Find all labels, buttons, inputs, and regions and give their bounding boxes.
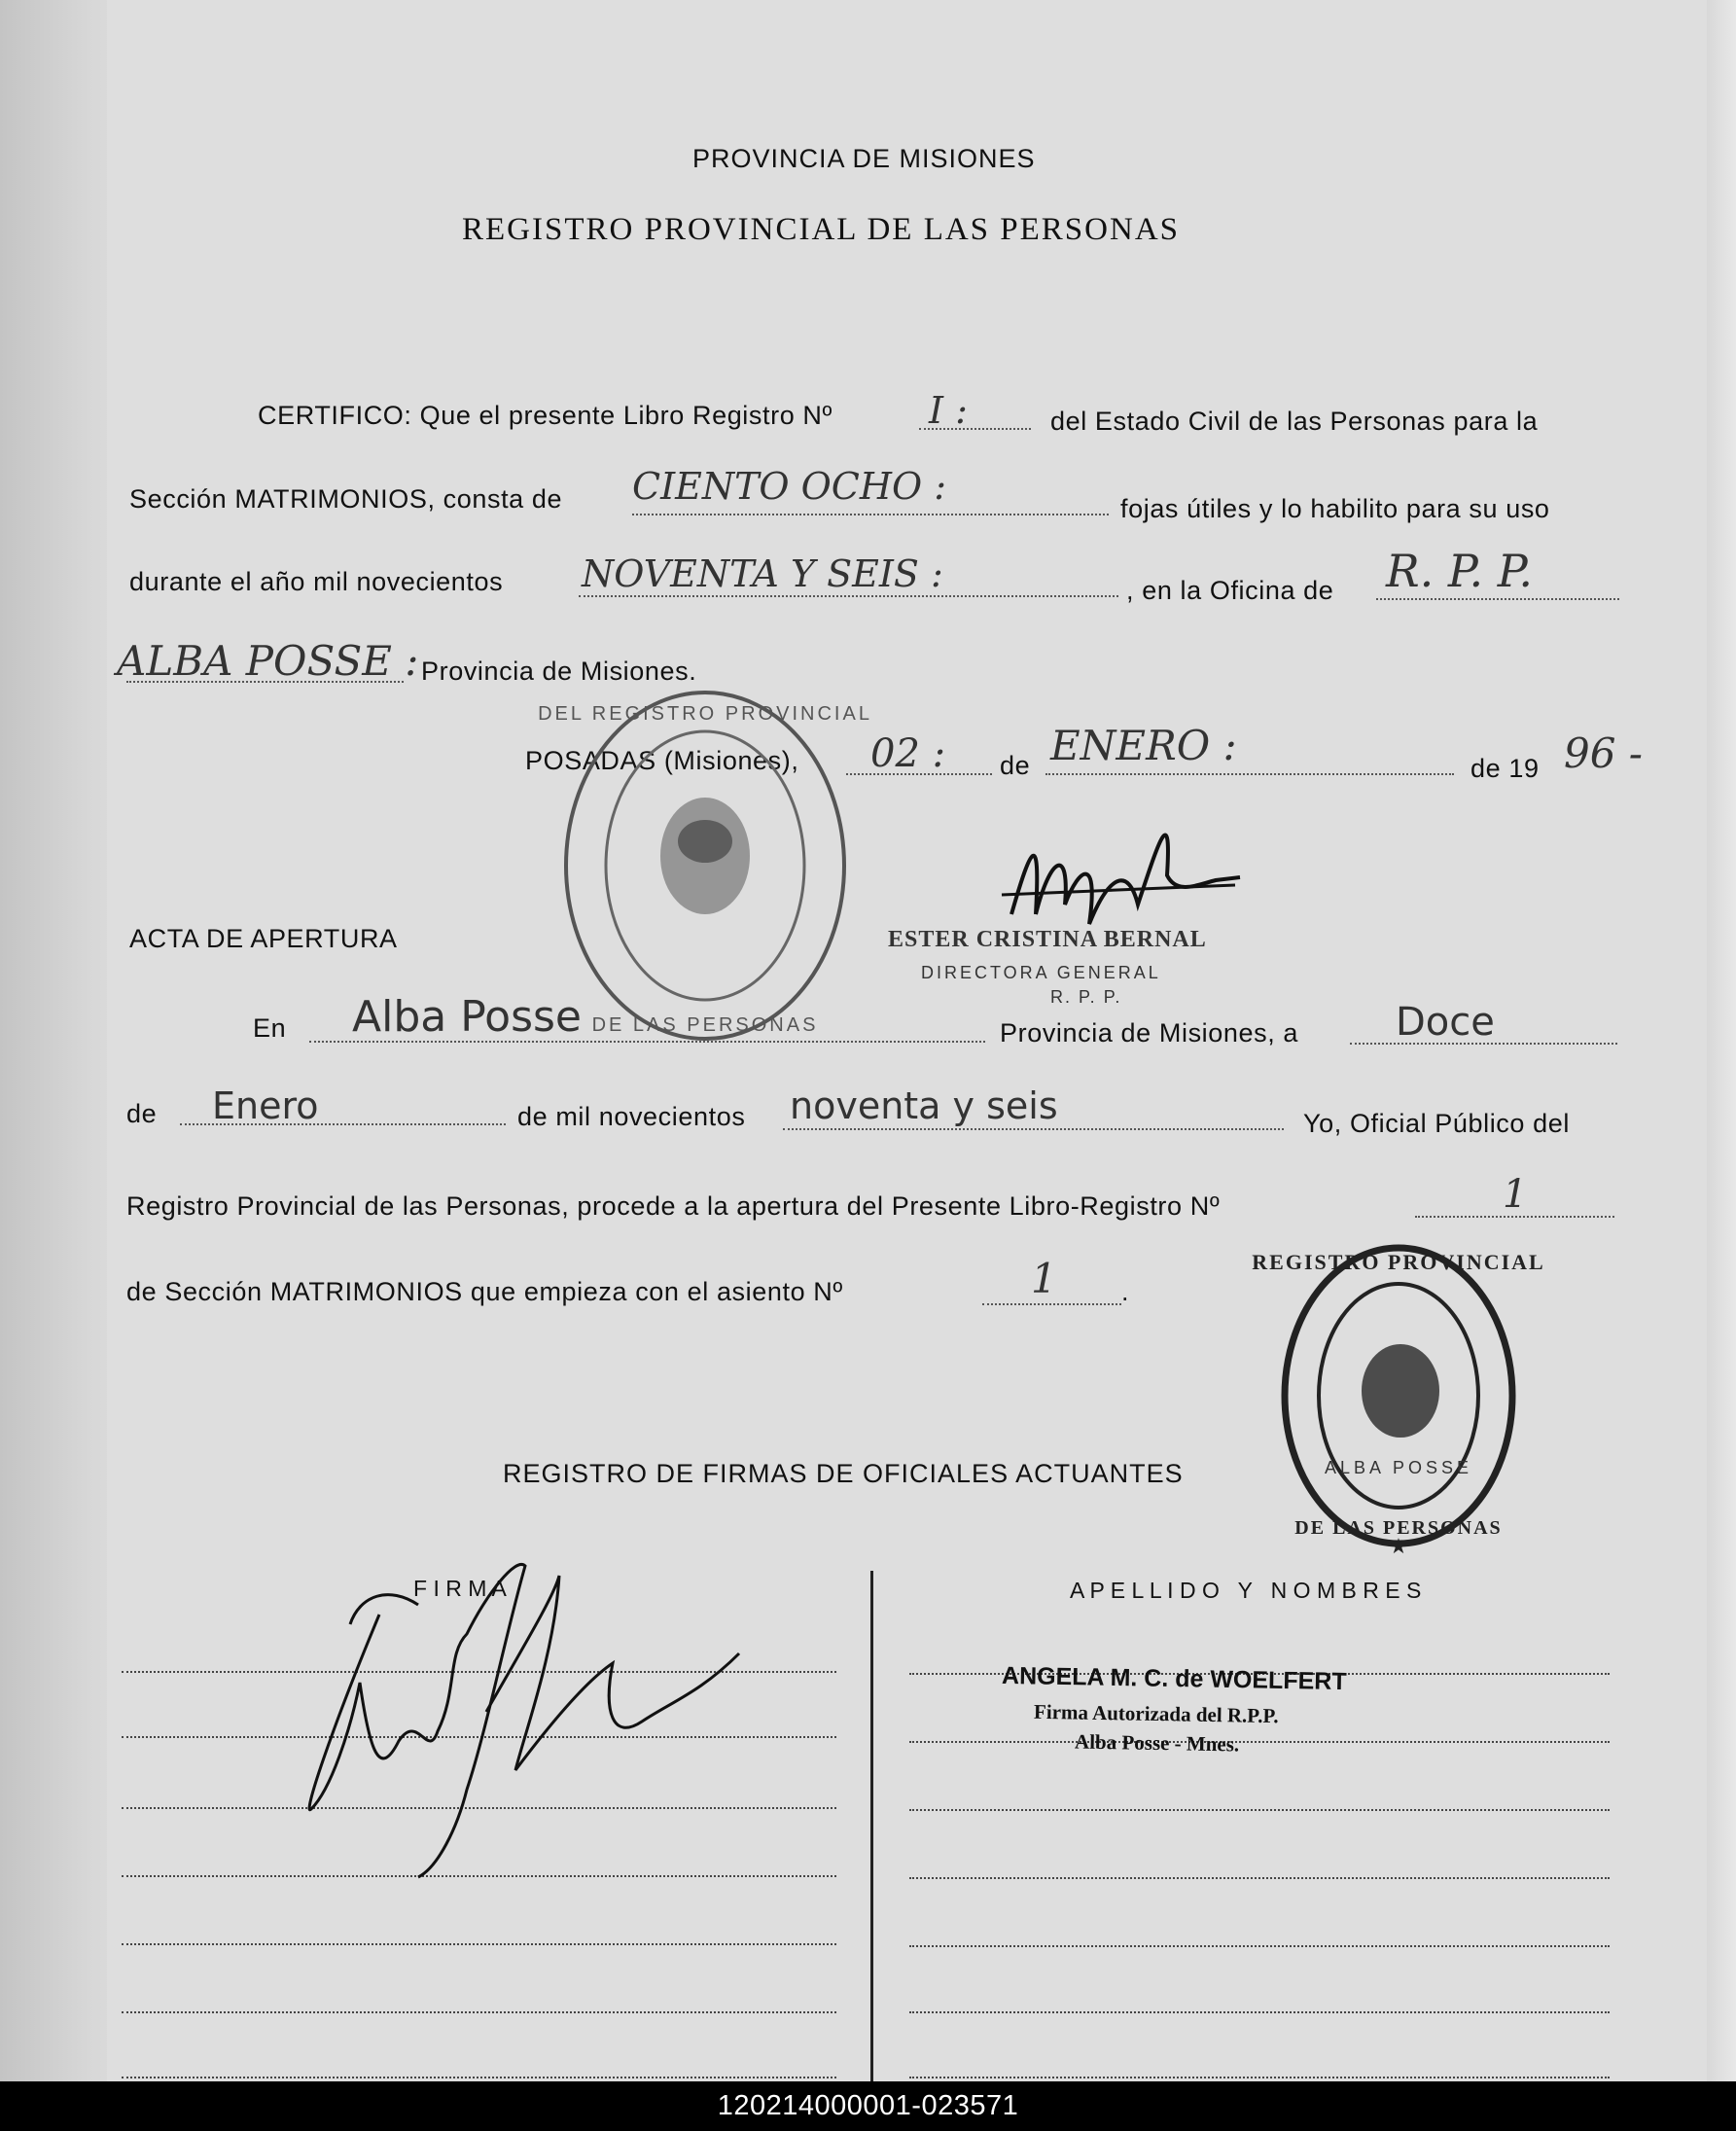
firma-column-header: F I R M A [413,1576,507,1601]
svg-text:DE LAS PERSONAS: DE LAS PERSONAS [591,1014,819,1036]
officer-name: ANGELA M. C. de WOELFERT [1001,1661,1347,1696]
acta-official-label: Yo, Oficial Público del [1303,1109,1570,1138]
cert-line2-dots [632,514,1109,515]
svg-text:★: ★ [1389,1535,1408,1559]
date-year-prefix: de 19 [1470,754,1540,783]
names-rule-2 [909,1741,1610,1743]
date-de: de [1000,751,1031,780]
officer-place: Alba Posse - Mnes. [1074,1729,1240,1757]
cert-line3-prefix: durante el año mil novecientos [129,567,504,596]
acta-de-label: de [126,1099,158,1128]
names-column-header: A P E L L I D O Y N O M B R E S [1070,1578,1422,1603]
cert-line1-suffix: del Estado Civil de las Personas para la [1050,407,1539,436]
officer-role: Firma Autorizada del R.P.P. [1033,1699,1279,1728]
acta-entry-no: 1 [1031,1255,1057,1302]
cert-office-dots [1376,598,1619,600]
registry-seal-stamp [538,681,872,1050]
delegation-seal-stamp [1252,1230,1545,1561]
cert-line2-prefix: Sección MATRIMONIOS, consta de [129,484,563,514]
names-rule-5 [909,1945,1610,1947]
cert-place: ALBA POSSE : [117,637,419,685]
cert-office: R. P. P. [1386,545,1534,597]
date-year: 96 - [1564,729,1643,777]
date-month: ENERO : [1050,722,1237,769]
acta-line4-end: . [1121,1277,1130,1306]
svg-text:DEL REGISTRO PROVINCIAL: DEL REGISTRO PROVINCIAL [538,703,872,725]
director-name: ESTER CRISTINA BERNAL [888,927,1207,952]
director-org: R. P. P. [1050,987,1122,1007]
date-day: 02 : [870,731,946,776]
cert-line3-dots [579,595,1118,597]
province-heading: PROVINCIA DE MISIONES [692,144,1036,173]
acta-month: Enero [212,1084,319,1127]
date-city: POSADAS (Misiones), [525,746,799,775]
acta-line4: de Sección MATRIMONIOS que empieza con el asiento Nº [126,1277,843,1306]
acta-en-label: En [253,1013,287,1043]
firma-rule-7 [122,2077,836,2078]
names-rule-7 [909,2077,1610,2078]
acta-year-dots [783,1128,1284,1130]
acta-heading: ACTA DE APERTURA [129,924,398,953]
director-title: DIRECTORA GENERAL [921,963,1161,982]
svg-text:REGISTRO PROVINCIAL: REGISTRO PROVINCIAL [1252,1250,1545,1274]
document-id-footer: 120214000001-023571 [0,2081,1736,2131]
firma-rule-6 [122,2011,836,2013]
acta-place: Alba Posse [352,992,583,1042]
signatures-heading: REGISTRO DE FIRMAS DE OFICIALES ACTUANTES [503,1459,1184,1488]
acta-day: Doce [1396,1000,1495,1045]
date-month-dots [1045,773,1454,775]
page-right-edge [1707,0,1736,2081]
cert-line3-mid: , en la Oficina de [1126,576,1334,605]
names-rule-3 [909,1809,1610,1811]
acta-year-label: de mil novecientos [517,1102,746,1131]
acta-book-no: 1 [1503,1172,1528,1217]
svg-text:DE LAS PERSONAS: DE LAS PERSONAS [1294,1517,1503,1539]
officer-signature [292,1537,759,1887]
column-divider [870,1571,873,2081]
names-rule-4 [909,1877,1610,1879]
acta-entry-dots [982,1303,1121,1305]
cert-pages: CIENTO OCHO : [632,465,947,508]
acta-year: noventa y seis [790,1084,1058,1127]
acta-province-label: Provincia de Misiones, a [1000,1018,1299,1048]
cert-line4-suffix: Provincia de Misiones. [421,657,697,686]
svg-text:ALBA POSSE: ALBA POSSE [1324,1458,1473,1477]
firma-rule-5 [122,1943,836,1945]
cert-year-words: NOVENTA Y SEIS : [582,552,943,595]
names-rule-6 [909,2011,1610,2013]
acta-line3: Registro Provincial de las Personas, procede a la apertura del Presente Libro-Registro Nº [126,1191,1221,1221]
cert-line1-prefix: CERTIFICO: Que el presente Libro Registro Nº [258,401,833,430]
cert-book-no: I : [929,389,968,432]
cert-line2-suffix: fojas útiles y lo habilito para su uso [1120,494,1550,523]
registry-heading: REGISTRO PROVINCIAL DE LAS PERSONAS [462,212,1181,247]
